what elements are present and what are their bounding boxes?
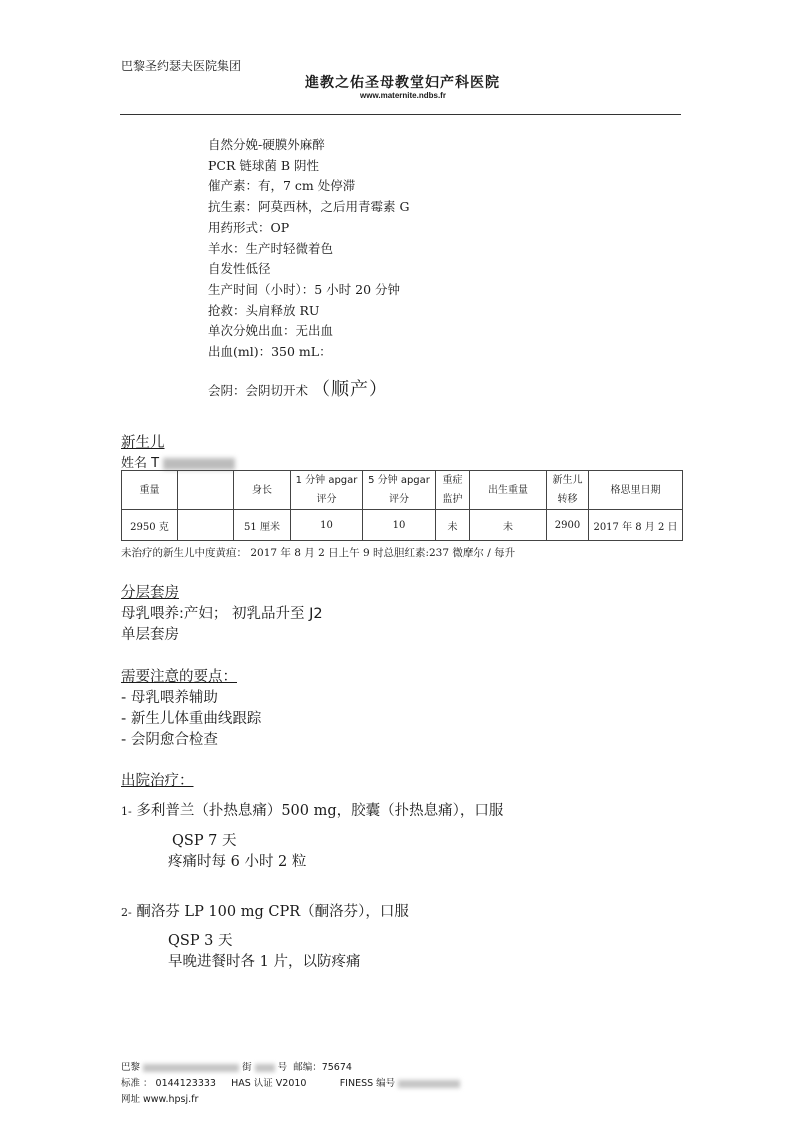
hospital-name: 進教之佑圣母教堂妇产科医院 [305,75,500,91]
room-line: 母乳喂养:产妇； 初乳品升至 J2 [121,606,323,622]
header-cell: 出生重量 [470,471,547,510]
footer-street: 街 [242,1062,252,1073]
perineum-note: （顺产） [312,379,388,400]
redacted-name [163,458,235,470]
header-cell: 重症 监护 [436,471,470,510]
medication-number: 1- [121,805,132,818]
header-divider [120,114,681,115]
header-cell: 1 分钟 apgar 评分 [291,471,363,510]
attention-item: - 会阴愈合检查 [121,732,218,748]
discharge-title: 出院治疗： [121,773,194,789]
header-cell [178,471,234,510]
delivery-line: 羊水：生产时轻微着色 [208,240,334,256]
footer-phone: 标准 ： 0144123333 [121,1078,216,1089]
header-cell: 重量 [122,471,178,510]
attention-section [121,667,261,751]
redacted-finess [398,1080,460,1088]
footer-has: HAS 认证 V2010 [231,1078,307,1089]
room-section [121,583,323,646]
newborn-title: 新生儿 [121,435,165,451]
attention-title: 需要注意的要点： [121,669,237,685]
redacted-number [255,1064,275,1072]
footer-finess: FINESS 编号 [339,1078,396,1089]
table-cell: 2900 [547,510,589,541]
delivery-line: 用药形式：OP [208,219,290,235]
medication-number: 2- [121,906,132,919]
delivery-line: 自发性低径 [208,261,271,277]
table-row [122,510,683,541]
medication-1-details [168,831,306,873]
table-cell: 10 [291,510,363,541]
delivery-line: 催产素：有，7 cm 处停滞 [208,178,356,194]
footer-postcode: 邮编：75674 [293,1062,352,1073]
table-header-row [122,471,683,510]
footer-contact [121,1076,460,1092]
delivery-line: 自然分娩-硬膜外麻醉 [208,137,325,152]
delivery-line: 抢救：头肩释放 RU [208,302,320,318]
footer-city: 巴黎 [121,1062,141,1073]
hospital-group-name: 巴黎圣约瑟夫医院集团 [121,59,242,73]
jaundice-note: 未治疗的新生儿中度黄疸： 2017 年 8 月 2 日上午 9 时总胆红素:237 微摩尔 / 每升 [121,547,516,559]
delivery-line: 单次分娩出血：无出血 [208,323,334,339]
room-line: 单层套房 [121,627,179,643]
attention-item: - 母乳喂养辅助 [121,690,218,706]
header-cell: 格思里日期 [589,471,683,510]
table-cell: 未 [436,510,470,541]
delivery-line: 出血(ml)：350 mL： [208,344,332,360]
table-cell: 10 [363,510,436,541]
medication-2 [121,900,409,921]
newborn-name [121,452,235,471]
table-cell [178,510,234,541]
redacted-street [143,1064,239,1072]
header-cell: 身长 [234,471,291,510]
newborn-table [121,470,683,541]
medication-2-details [168,931,360,973]
medication-duration: QSP 7 天 [172,833,237,849]
attention-item: - 新生儿体重曲线跟踪 [121,711,262,727]
medication-dose: 早晚进餐时各 1 片，以防疼痛 [168,954,361,970]
header-cell: 5 分钟 apgar 评分 [363,471,436,510]
name-initial: T [151,456,160,471]
table-cell: 2017 年 8 月 2 日 [589,510,683,541]
footer-website: 网址 www.hpsj.fr [121,1094,199,1105]
medication-text: 酮洛芬 LP 100 mg CPR（酮洛芬），口服 [131,904,409,920]
delivery-details [208,135,409,363]
medication-dose: 疼痛时每 6 小时 2 粒 [168,854,307,870]
delivery-line: PCR 链球菌 B 阴性 [208,157,319,173]
medication-1 [121,799,503,820]
table-cell: 未 [470,510,547,541]
hospital-website: www.maternite.ndbs.fr [360,91,446,100]
header-cell: 新生儿 转移 [547,471,589,510]
perineum-label: 会阴：会阴切开术 [208,383,309,398]
name-label: 姓名 [121,456,148,471]
footer [121,1060,460,1108]
footer-address [121,1060,460,1076]
delivery-line: 生产时间（小时）：5 小时 20 分钟 [208,281,401,297]
room-title: 分层套房 [121,585,179,601]
table-cell: 51 厘米 [234,510,291,541]
footer-number: 号 [277,1062,288,1073]
medication-text: 多利普兰（扑热息痛）500 mg，胶囊（扑热息痛），口服 [131,803,504,819]
perineum-line [208,375,388,401]
table-cell: 2950 克 [122,510,178,541]
delivery-line: 抗生素：阿莫西林，之后用青霉素 G [208,199,410,215]
medication-duration: QSP 3 天 [168,933,233,949]
discharge-section [121,769,194,790]
